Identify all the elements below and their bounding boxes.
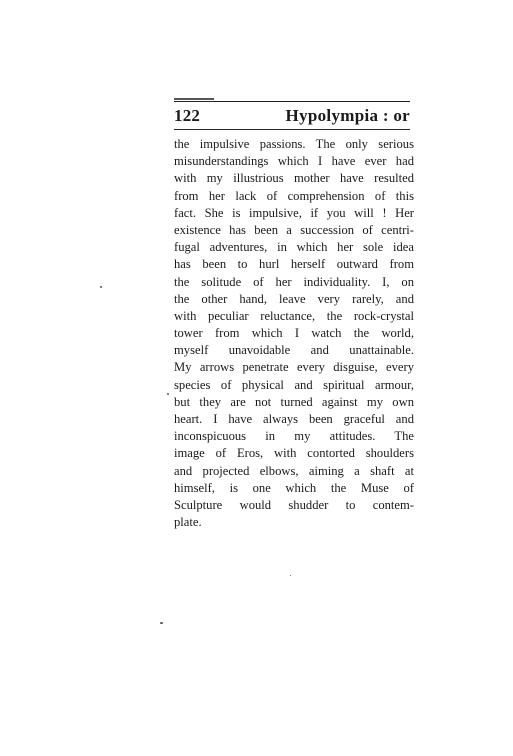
text-line: but they are not turned against my own	[174, 394, 414, 409]
text-line: the other hand, leave very rarely, and	[174, 291, 414, 306]
text-line: and projected elbows, aiming a shaft at	[174, 463, 414, 478]
page-number: 122	[174, 106, 201, 125]
header-rule-mark	[174, 98, 214, 100]
text-line: myself unavoidable and unattainable.	[174, 343, 414, 358]
text-line: image of Eros, with contorted shoulders	[174, 446, 414, 461]
text-line: plate.	[174, 515, 202, 530]
text-line: with my illustrious mother have resulted	[174, 171, 414, 186]
text-line: My arrows penetrate every disguise, every	[174, 360, 414, 375]
page-header	[174, 104, 410, 128]
header-rule-top	[174, 101, 410, 102]
text-line: with peculiar reluctance, the rock-crystal	[174, 308, 414, 323]
body-text	[174, 136, 414, 531]
paper-speck	[167, 393, 169, 395]
text-line: heart. I have always been graceful and	[174, 412, 414, 426]
text-line: himself, is one which the Muse of	[174, 480, 414, 495]
text-line: Sculpture would shudder to contem-	[174, 497, 414, 512]
text-line: inconspicuous in my attitudes. The	[174, 429, 414, 444]
text-line: the solitude of her individuality. I, on	[174, 274, 414, 289]
text-line: fugal adventures, in which her sole idea	[174, 240, 414, 255]
paper-speck	[290, 575, 291, 576]
text-line: tower from which I watch the world,	[174, 326, 414, 341]
text-line: misunderstandings which I have ever had	[174, 154, 414, 169]
running-title: Hypolympia : or	[285, 106, 410, 125]
text-line: has been to hurl herself outward from	[174, 257, 414, 272]
text-line: existence has been a succession of centri-	[174, 222, 414, 237]
header-rule-bottom	[174, 129, 410, 130]
paper-speck	[160, 622, 163, 624]
text-line: fact. She is impulsive, if you will ! Her	[174, 205, 414, 220]
text-line: from her lack of comprehension of this	[174, 188, 414, 203]
paper-speck	[100, 286, 102, 288]
text-line: the impulsive passions. The only serious	[174, 137, 414, 151]
text-line: species of physical and spiritual armour,	[174, 377, 414, 392]
